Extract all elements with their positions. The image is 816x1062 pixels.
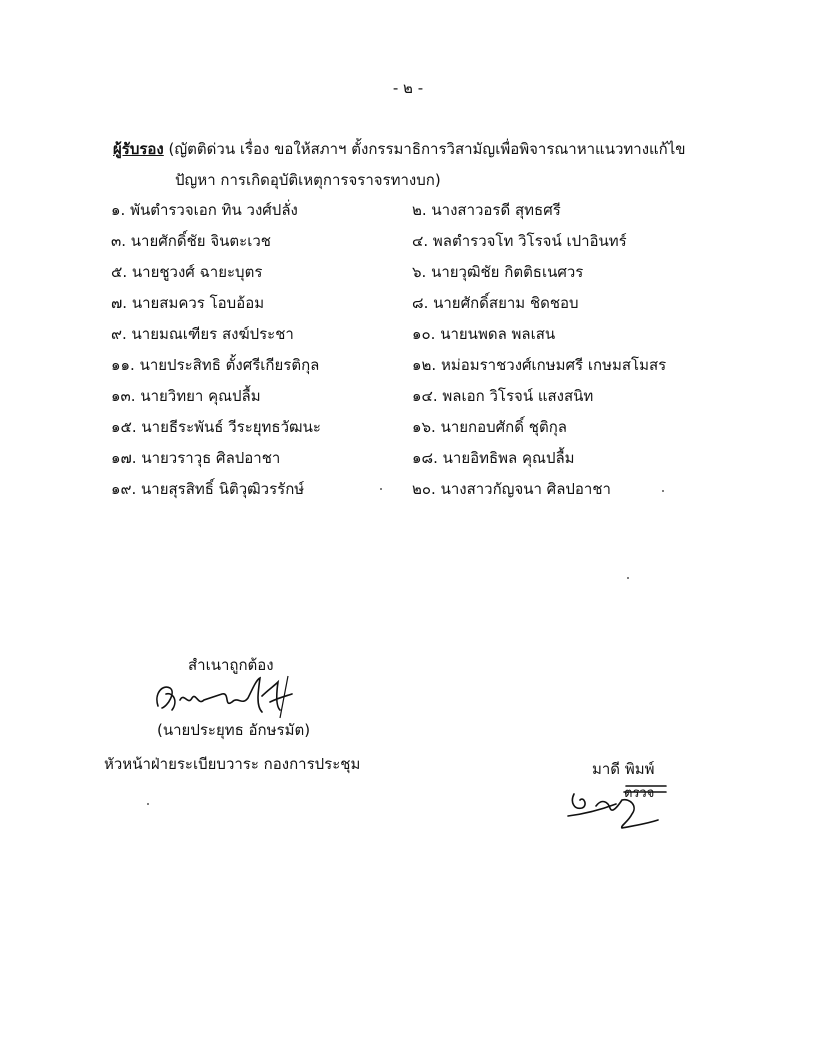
- signer-name: นายประสิทธิ ตั้งศรีเกียรติกุล: [134, 356, 320, 374]
- signer-row: [412, 226, 666, 257]
- signer-name: นายชูวงศ์ ฉายะบุตร: [127, 263, 263, 281]
- signer-number: ๑๘.: [412, 449, 438, 467]
- checker-label: ตรวจ: [624, 786, 655, 801]
- signer-name: นายวราวุธ ศิลปอาชา: [136, 449, 281, 467]
- signer-number: ๑๔.: [412, 387, 438, 405]
- signer-number: ๖.: [412, 263, 427, 281]
- certified-copy-label: สำเนาถูกต้อง: [188, 656, 274, 674]
- signer-number: ๕.: [111, 263, 128, 281]
- motion-title-continued: ปัญหา การเกิดอุบัติเหตุการจราจรทางบก): [175, 171, 441, 189]
- signer-row: [111, 257, 321, 288]
- scan-speck: [380, 488, 382, 490]
- signer-row: [412, 412, 666, 443]
- signer-name: นายศักดิ์สยาม ชิดชอบ: [428, 294, 579, 312]
- signer-number: ๑๗.: [111, 449, 137, 467]
- checker-signature: [566, 780, 670, 830]
- signer-number: ๔.: [412, 232, 429, 250]
- signer-row: [412, 350, 666, 381]
- signer-row: [412, 195, 666, 226]
- signer-name: หม่อมราชวงศ์เกษมศรี เกษมสโมสร: [436, 356, 667, 374]
- signer-name: นายนพดล พลเสน: [435, 325, 556, 343]
- signer-name: นางสาวกัญจนา ศิลปอาชา: [435, 480, 611, 498]
- signer-name: นายกอบศักดิ์ ชุติกุล: [435, 418, 567, 436]
- signer-name: นางสาวอรดี สุทธศรี: [426, 201, 561, 219]
- signer-row: [111, 226, 321, 257]
- signer-number: ๑๕.: [111, 418, 137, 436]
- signers-left-column: [111, 195, 321, 505]
- signer-row: [111, 350, 321, 381]
- signer-name: นายสุรสิทธิ์ นิติวุฒิวรรักษ์: [136, 480, 305, 498]
- signer-number: ๑๓.: [111, 387, 136, 405]
- signer-name: พลตำรวจโท วิโรจน์ เปาอินทร์: [428, 232, 627, 250]
- signer-name: นายสมควร โอบอ้อม: [127, 294, 265, 312]
- signer-name: นายวิทยา คุณปลื้ม: [135, 387, 261, 405]
- motion-title: (ญัตติด่วน เรื่อง ขอให้สภาฯ ตั้งกรรมาธิการวิสามัญเพื่อพิจารณาหาแนวทางแก้ไข: [163, 140, 686, 158]
- signer-name: พันตำรวจเอก ทิน วงศ์ปลั่ง: [125, 201, 298, 219]
- signer-number: ๑๒.: [412, 356, 437, 374]
- scan-speck: [662, 490, 664, 492]
- typist-label: มาดี พิมพ์: [592, 760, 655, 778]
- signer-row: [412, 257, 666, 288]
- signer-row: [111, 288, 321, 319]
- signer-number: ๙.: [111, 325, 127, 343]
- handwritten-signature: [152, 672, 300, 720]
- certifier-position: หัวหน้าฝ่ายระเบียบวาระ กองการประชุม: [104, 755, 361, 773]
- signer-number: ๗.: [111, 294, 128, 312]
- signer-number: ๑๐.: [412, 325, 436, 343]
- certifier-name: (นายประยุทธ อักษรมัต): [157, 721, 311, 739]
- signer-row: [111, 474, 321, 505]
- signer-name: นายธีระพันธ์ วีระยุทธวัฒนะ: [136, 418, 321, 436]
- page-number: - ๒ -: [392, 79, 424, 97]
- signer-number: ๘.: [412, 294, 429, 312]
- signers-right-column: [412, 195, 666, 505]
- signer-number: ๒๐.: [412, 480, 436, 498]
- signer-number: ๑.: [111, 201, 126, 219]
- signer-row: [111, 443, 321, 474]
- signer-row: [111, 412, 321, 443]
- signer-row: [412, 443, 666, 474]
- signer-number: ๑๙.: [111, 480, 137, 498]
- signer-name: พลเอก วิโรจน์ แสงสนิท: [437, 387, 594, 405]
- signer-row: [412, 381, 666, 412]
- signer-row: [412, 288, 666, 319]
- signer-name: นายศักดิ์ชัย จินตะเวช: [126, 232, 271, 250]
- signer-number: ๒.: [412, 201, 427, 219]
- scan-speck: [147, 803, 149, 805]
- signer-name: นายมณเฑียร สงฆ์ประชา: [126, 325, 294, 343]
- signer-row: [412, 319, 666, 350]
- signer-row: [111, 195, 321, 226]
- signer-name: นายอิทธิพล คุณปลื้ม: [437, 449, 575, 467]
- signer-number: ๓.: [111, 232, 127, 250]
- heading-line1: [113, 137, 686, 161]
- signer-number: ๑๑.: [111, 356, 135, 374]
- scan-speck: [627, 577, 629, 579]
- signer-row: [111, 319, 321, 350]
- signers-heading-label: ผู้รับรอง: [113, 140, 164, 158]
- signer-number: ๑๖.: [412, 418, 436, 436]
- signer-name: นายวุฒิชัย กิตติธเนศวร: [426, 263, 584, 281]
- signer-row: [111, 381, 321, 412]
- signer-row: [412, 474, 666, 505]
